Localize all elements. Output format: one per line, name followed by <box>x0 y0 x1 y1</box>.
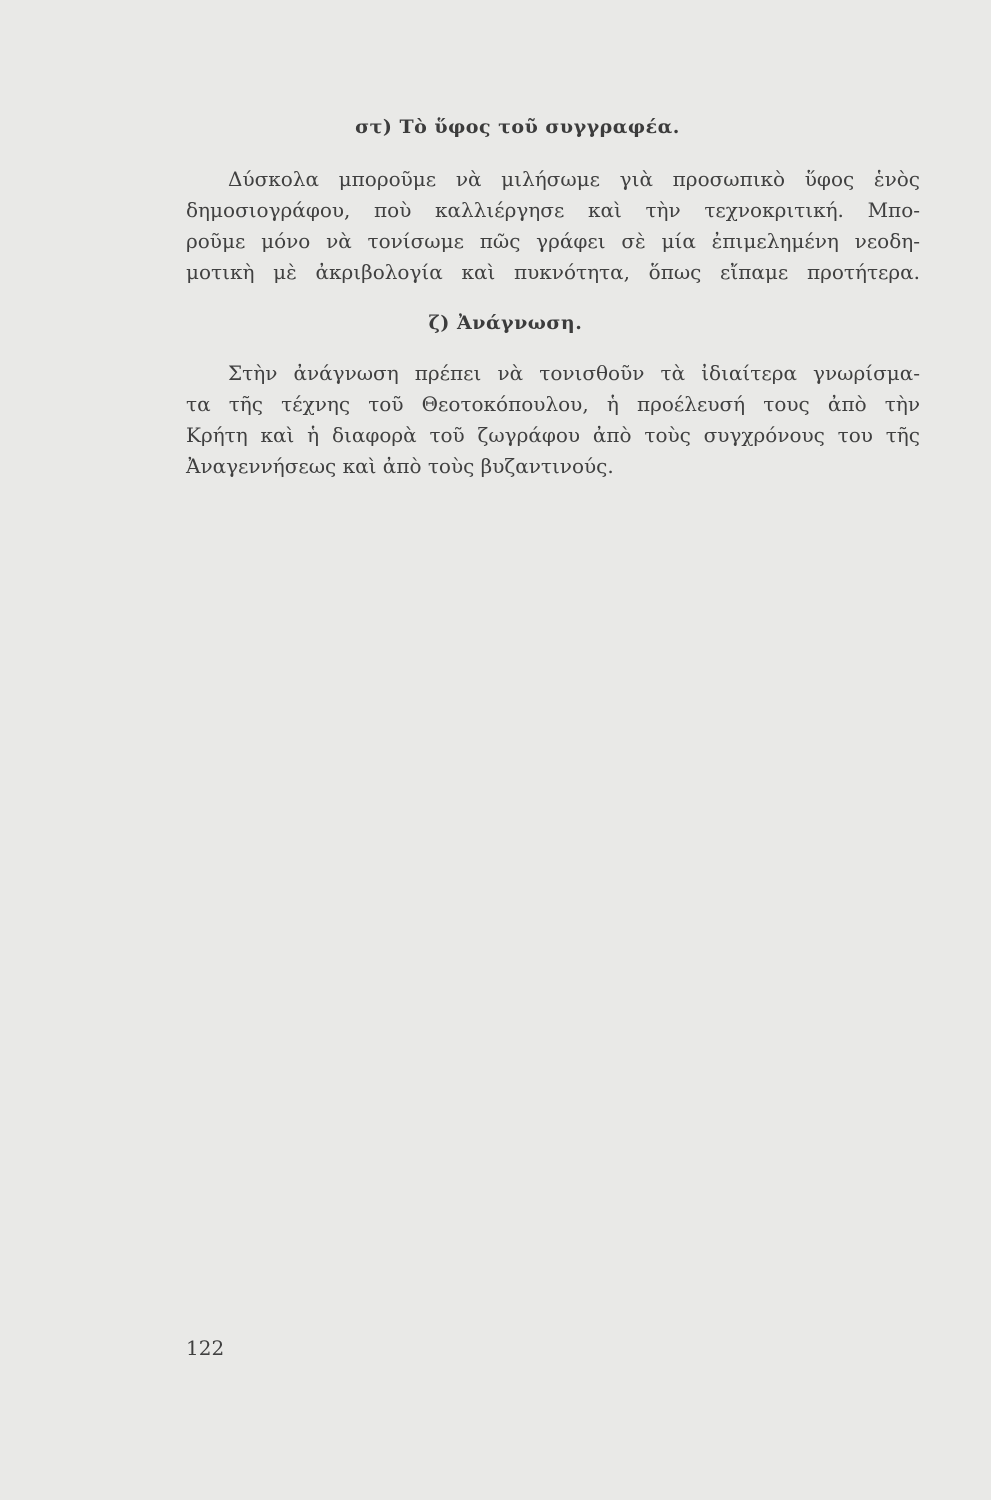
paragraph-line: δημοσιογράφου, ποὺ καλλιέργησε καὶ τὴν τεχνοκριτική. Μπο- <box>186 198 920 222</box>
page-number: 122 <box>186 1336 225 1360</box>
paragraph-line: μοτικὴ μὲ ἀκριβολογία καὶ πυκνότητα, ὅπως εἴπαμε προτήτερα. <box>186 260 920 284</box>
paragraph-line: Δύσκολα μποροῦμε νὰ μιλήσωμε γιὰ προσωπικὸ ὕφος ἑνὸς <box>228 167 920 191</box>
paragraph-line: Ἀναγεννήσεως καὶ ἀπὸ τοὺς βυζαντινούς. <box>186 454 614 478</box>
section-heading-style: στ) Τὸ ὕφος τοῦ συγγραφέα. <box>355 116 680 138</box>
paragraph-line: Στὴν ἀνάγνωση πρέπει νὰ τονισθοῦν τὰ ἰδιαίτερα γνωρίσμα- <box>228 361 920 385</box>
paragraph-reading <box>186 358 920 482</box>
paragraph-line: τα τῆς τέχνης τοῦ Θεοτοκόπουλου, ἡ προέλευσή τους ἀπὸ τὴν <box>186 392 920 416</box>
paragraph-line: Κρήτη καὶ ἡ διαφορὰ τοῦ ζωγράφου ἀπὸ τοὺς συγχρόνους του τῆς <box>186 423 920 447</box>
paragraph-style <box>186 164 920 288</box>
section-heading-reading: ζ) Ἀνάγνωση. <box>428 312 583 334</box>
paragraph-line: ροῦμε μόνο νὰ τονίσωμε πῶς γράφει σὲ μία ἐπιμελημένη νεοδη- <box>186 229 920 253</box>
